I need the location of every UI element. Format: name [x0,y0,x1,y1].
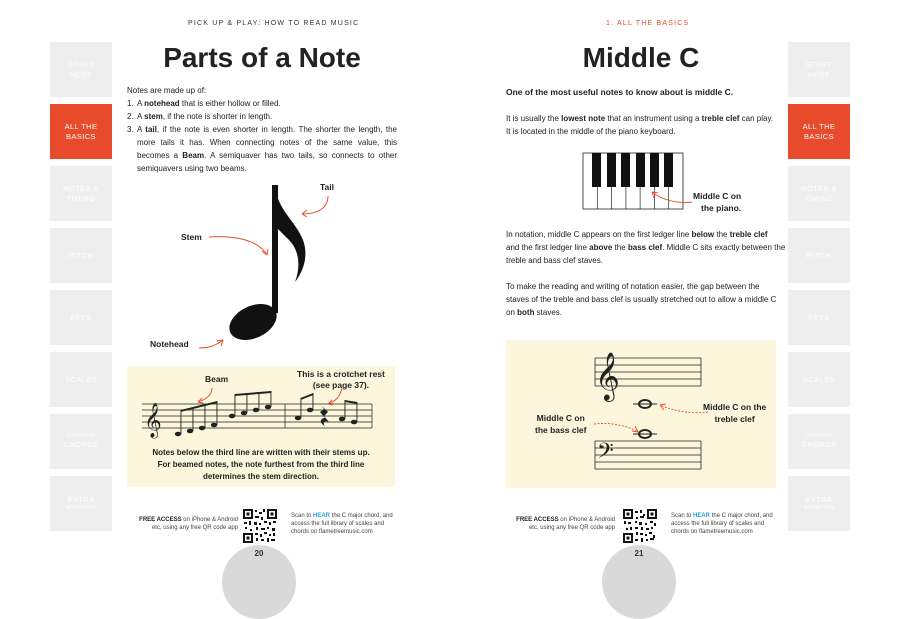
rest-label: This is a crotchet rest (see page 37). [297,369,385,390]
right-footer-scan: Scan to HEAR the C major chord, and access the full library of scales and chords on flametreemusic.com [671,513,773,535]
stem-arrow [207,233,277,263]
middle-c-para-2: In notation, middle C appears on the first ledger line below the treble clef and the first ledger line above the bass clef. Middle C sits exactly between the treble and bass clef staves. [506,230,786,265]
tail-label: Tail [320,182,335,192]
left-footer-scan: Scan to HEAR the C major chord, and access the full library of scales and chords on flametreemusic.com [291,513,393,535]
left-page [0,0,450,575]
tab-all-the-basics-right[interactable]: ALL THE BASICS [788,104,850,159]
stem-label: Stem [181,232,202,242]
right-page-number: 21 [634,549,644,558]
bass-middle-c-label: Middle C on the bass clef [535,413,587,435]
tab-scales-right[interactable]: SCALES [788,352,850,407]
tab-all-the-basics[interactable]: ALL THE BASICS [50,104,112,159]
right-page-title: Middle C [582,42,700,73]
treble-clef-small: 𝄞 [144,403,162,438]
tab-extra-notation[interactable]: EXTRA NOTATION [50,476,112,531]
tab-extra-notation-right[interactable]: EXTRA NOTATION [788,476,850,531]
tab-scales[interactable]: SCALES [50,352,112,407]
beamed-group-2 [229,391,272,418]
tab-pitch[interactable]: PITCH [50,228,112,283]
left-page-title: Parts of a Note [163,42,361,73]
treble-middle-c-label: Middle C on the treble clef [703,402,767,424]
right-qr-code[interactable] [622,508,658,544]
beam-caption: Notes below the third line are written with their stems up. For beamed notes, the note furthest from the third line determines the stem direction. [152,448,370,481]
left-running-header: PICK UP & PLAY: HOW TO READ MUSIC [188,20,360,27]
piano-middle-c-label: Middle C on the piano. [693,191,742,213]
tab-notes-timing-right[interactable]: NOTES & TIMING [788,166,850,221]
beamed-group-1 [175,401,218,436]
notehead-arrow [197,336,227,356]
parts-item-1: 1. A notehead that is either hollow or filled. [127,99,281,108]
bass-clef-icon: 𝄢 [597,439,614,469]
left-qr-code[interactable] [242,508,278,544]
tab-start-here-right[interactable]: START HERE [788,42,850,97]
middle-c-para-3: To make the reading and writing of notation easier, the gap between the staves of the treble and bass clef is usually stretched out to allow a middle C on both staves. [506,282,777,317]
tail-arrow [296,194,336,224]
tab-notes-timing[interactable]: NOTES & TIMING [50,166,112,221]
middle-c-para-1: It is usually the lowest note that an instrument using a treble clef can play. It is located in the middle of the piano keyboard. [506,114,774,136]
treble-label-arrow [654,400,714,420]
parts-list-text [127,84,397,175]
beam-label: Beam [205,374,229,384]
left-page-number: 20 [254,549,264,558]
tab-keys-right[interactable]: KEYS [788,290,850,345]
tab-start-here[interactable]: START HERE [50,42,112,97]
left-section-tabs [50,42,112,538]
right-footer-free-access: FREE ACCESS on iPhone & Android etc, using any free QR code app [516,517,615,531]
tab-common-chords[interactable]: COMMON CHORDS [50,414,112,469]
beamed-group-4 [339,400,358,424]
right-section-tabs [788,42,850,538]
right-running-header: 1. ALL THE BASICS [606,20,690,27]
tab-pitch-right[interactable]: PITCH [788,228,850,283]
middle-c-lead: One of the most useful notes to know about is middle C. [506,87,734,97]
notehead-label: Notehead [150,339,189,349]
parts-item-3: 3. A tail, if the note is even shorter in length. The shorter the length, the more tails it has. When connecting notes of the same value, this becomes a Beam. A semiquaver has two tails, so connects to other semiquavers using two beams. [127,125,398,173]
right-page [450,0,900,575]
parts-intro: Notes are made up of: [127,86,207,95]
bass-label-arrow [592,420,642,440]
treble-clef-icon: 𝄞 [595,351,620,400]
beamed-notes-staff [142,390,382,450]
tab-common-chords-right[interactable]: COMMON CHORDS [788,414,850,469]
parts-item-2: 2. A stem, if the note is shorter in length. [127,112,273,121]
tab-keys[interactable]: KEYS [50,290,112,345]
piano-arrow [648,190,698,210]
left-footer-free-access: FREE ACCESS on iPhone & Android etc, using any free QR code app [139,517,238,531]
